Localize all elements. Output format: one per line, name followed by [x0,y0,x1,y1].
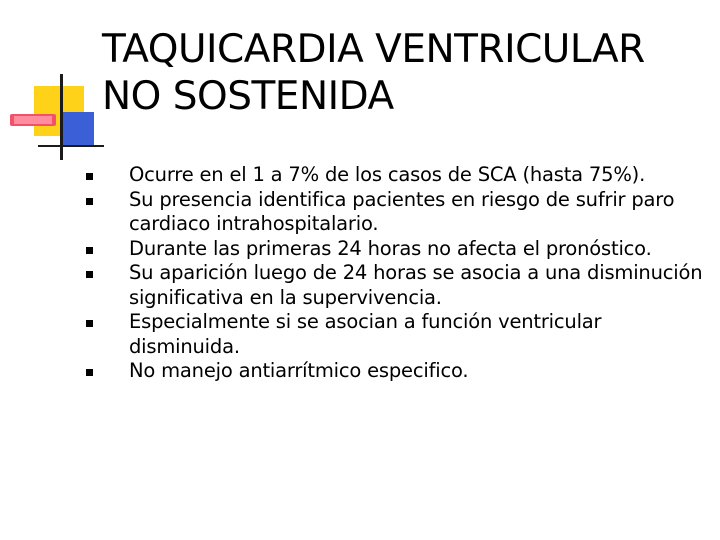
bullet-text: No manejo antiarrítmico especifico. [129,359,469,382]
red-bar-highlight-decoration [14,116,52,124]
square-bullet-icon [86,320,93,327]
bullet-item [86,163,716,188]
horizontal-line-decoration [38,145,104,147]
bullet-text: Su aparición luego de 24 horas se asocia a una disminución significativa en la supervivencia. [129,261,703,309]
bullet-text: Ocurre en el 1 a 7% de los casos de SCA (hasta 75%). [129,163,646,186]
bullet-list [86,163,716,384]
bullet-text: Especialmente si se asocian a función ventricular disminuida. [129,310,602,358]
bullet-text: Su presencia identifica pacientes en riesgo de sufrir paro cardiaco intrahospitalario. [129,187,675,235]
bullet-item [86,261,716,310]
bullet-item [86,310,716,359]
vertical-line-decoration [60,74,63,160]
square-bullet-icon [86,369,93,376]
slide-title [102,26,702,120]
bullet-item [86,237,716,262]
slide-title-line-2: NO SOSTENIDA [102,74,394,119]
square-bullet-icon [86,271,93,278]
bullet-item [86,188,716,237]
bullet-item [86,359,716,384]
square-bullet-icon [86,198,93,205]
blue-square-decoration [60,112,94,146]
square-bullet-icon [86,173,93,180]
bullet-text: Durante las primeras 24 horas no afecta el pronóstico. [129,236,652,260]
square-bullet-icon [86,247,93,254]
slide-title-line-1: TAQUICARDIA VENTRICULAR [102,27,645,72]
